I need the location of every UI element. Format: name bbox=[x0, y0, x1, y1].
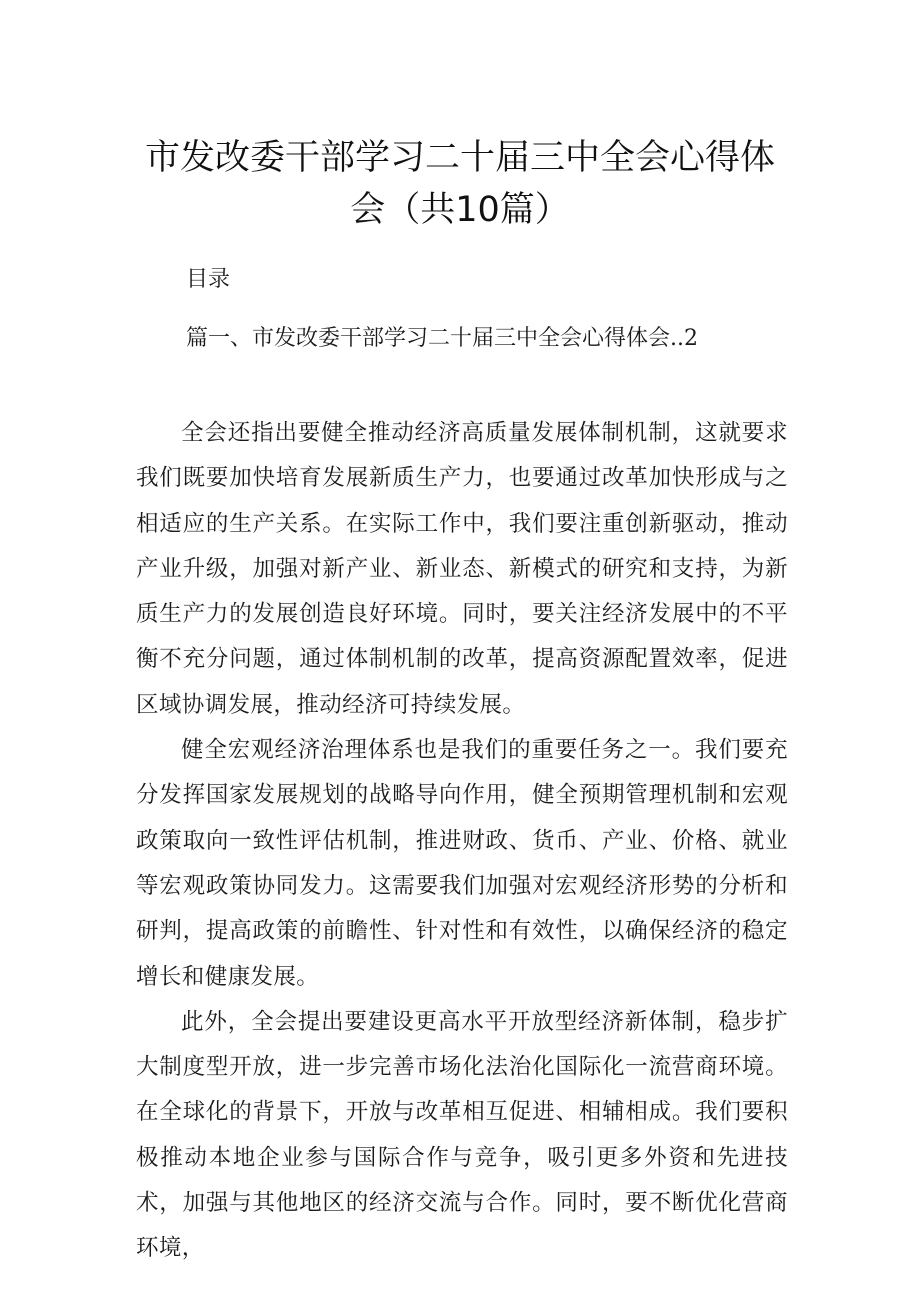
toc-entry-page-number: 2 bbox=[684, 326, 699, 351]
body-text bbox=[136, 411, 788, 1272]
toc-entry[interactable] bbox=[186, 322, 826, 356]
body-paragraph-3: 此外，全会提出要建设更高水平开放型经济新体制，稳步扩大制度型开放，进一步完善市场化法治化国际化一流营商环境。在全球化的背景下，开放与改革相互促进、相辅相成。我们要积极推动本地企业参与国际合作与竞争，吸引更多外资和先进技术，加强与其他地区的经济交流与合作。同时，要不断优化营商环境， bbox=[136, 1008, 788, 1262]
toc-entry-leader: .. bbox=[670, 326, 685, 351]
toc-heading: 目录 bbox=[186, 267, 231, 292]
document-title-line-1: 市发改委干部学习二十届三中全会心得体 bbox=[144, 138, 775, 178]
body-paragraph-1: 全会还指出要健全推动经济高质量发展体制机制，这就要求我们既要加快培育发展新质生产力，也要通过改革加快形成与之相适应的生产关系。在实际工作中，我们要注重创新驱动，推动产业升级，加强对新产业、新业态、新模式的研究和支持，为新质生产力的发展创造良好环境。同时，要关注经济发展中的不平衡不充分问题，通过体制机制的改革，提高资源配置效率，促进区域协调发展，推动经济可持续发展。 bbox=[136, 420, 788, 718]
document-title bbox=[100, 132, 820, 236]
document-title-line-2: 会（共10篇） bbox=[350, 190, 570, 230]
body-paragraph-2: 健全宏观经济治理体系也是我们的重要任务之一。我们要充分发挥国家发展规划的战略导向作用，健全预期管理机制和宏观政策取向一致性评估机制，推进财政、货币、产业、价格、就业等宏观政策协同发力。这需要我们加强对宏观经济形势的分析和研判，提高政策的前瞻性、针对性和有效性，以确保经济的稳定增长和健康发展。 bbox=[136, 737, 788, 990]
toc-entry-label: 篇一、市发改委干部学习二十届三中全会心得体会 bbox=[186, 326, 671, 351]
